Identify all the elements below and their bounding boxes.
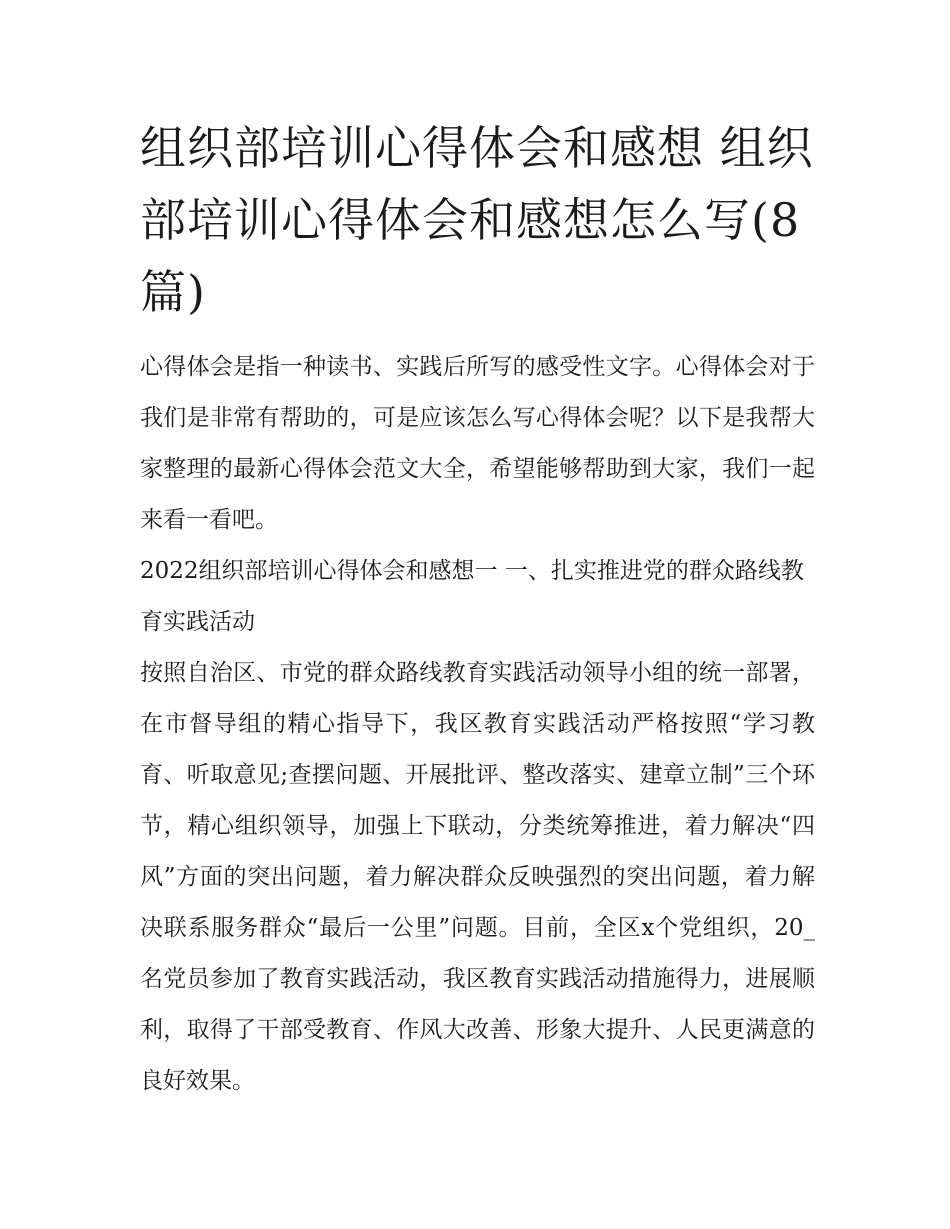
document-page bbox=[140, 112, 815, 1107]
section-heading: 2022组织部培训心得体会和感想一 一、扎实推进党的群众路线教育实践活动 bbox=[140, 558, 804, 635]
intro-paragraph: 心得体会是指一种读书、实践后所写的感受性文字。心得体会对于我们是非常有帮助的，可是应该怎么写心得体会呢？以下是我帮大家整理的最新心得体会范文大全，希望能够帮助到大家，我们一起来看一看吧。 bbox=[140, 354, 815, 533]
body-paragraph: 按照自治区、市党的群众路线教育实践活动领导小组的统一部署，在市督导组的精心指导下，我区教育实践活动严格按照“学习教育、听取意见;查摆问题、开展批评、整改落实、建章立制”三个环节，精心组织领导，加强上下联动，分类统筹推进，着力解决“四风”方面的突出问题，着力解决群众反映强烈的突出问题，着力解决联系服务群众“最后一公里”问题。目前，全区x个党组织，20_名党员参加了教育实践活动，我区教育实践活动措施得力，进展顺利，取得了干部受教育、作风大改善、形象大提升、人民更满意的良好效果。 bbox=[140, 660, 815, 1094]
document-title: 组织部培训心得体会和感想 组织部培训心得体会和感想怎么写(8篇) bbox=[140, 121, 814, 319]
